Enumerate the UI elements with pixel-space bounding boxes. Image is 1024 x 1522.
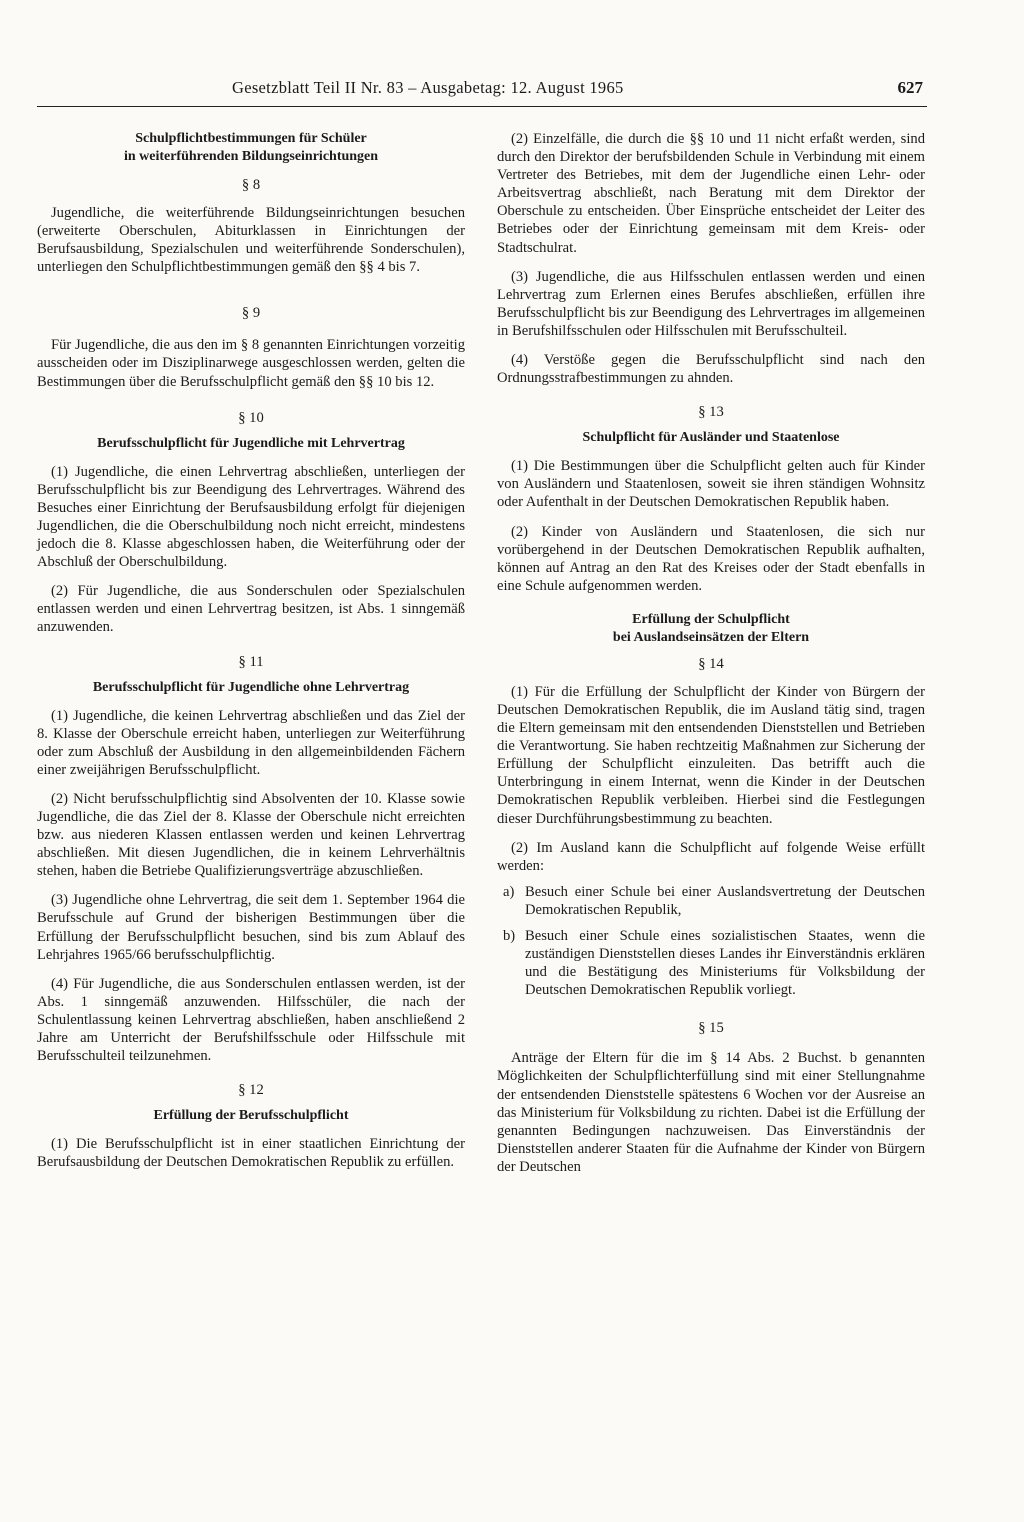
paragraph-s14-2: (2) Im Ausland kann die Schulpflicht auf folgende Weise erfüllt werden:: [497, 839, 925, 874]
list-text-b: Besuch einer Schule eines sozialistischen Staates, wenn die zuständigen Dienststellen dieses Landes ihr Einverständnis erklären und die Bestätigung des Ministeriums für Volksbildung der Deutschen Demokratischen Republik vorliegt.: [525, 928, 925, 999]
heading-s11: Berufsschulpflicht für Jugendliche ohne Lehrvertrag: [92, 679, 410, 695]
section-number-10: § 10: [238, 409, 264, 426]
heading-s10: Berufsschulpflicht für Jugendliche mit Lehrvertrag: [97, 435, 405, 451]
list-item-b: [497, 927, 925, 999]
section-number-14: § 14: [698, 655, 724, 672]
paragraph-s10-1: (1) Jugendliche, die einen Lehrvertrag abschließen, unterliegen der Berufsschulpflicht bis zur Beendigung des Lehrvertrages. Während des Besuches einer Einrichtung der Berufsausbildung erfolgt für diejenigen Jugendlichen, die die Oberschulbildung noch nicht erreicht, mindestens jedoch die 8. Klasse abgeschlossen haben, die Weiterführung oder der Abschluß der Oberschulbildung.: [37, 463, 465, 571]
right-column: [497, 130, 925, 1176]
page-header: [37, 76, 927, 107]
paragraph-s13-1: (1) Die Bestimmungen über die Schulpflicht gelten auch für Kinder von Ausländern und Staatenlosen, soweit sie ihren ständigen Wohnsitz oder Aufenthalt in der Deutschen Demokratischen Republik haben.: [497, 458, 925, 511]
paragraph-s12-1: (1) Die Berufsschulpflicht ist in einer staatlichen Einrichtung der Berufsausbildung der Deutschen Demokratischen Republik zu erfüllen.: [37, 1136, 465, 1171]
page-number: 627: [897, 78, 923, 97]
paragraph-s12-4: (4) Verstöße gegen die Berufsschulpflicht sind nach den Ordnungsstrafbestimmungen zu ahnden.: [497, 352, 925, 387]
paragraph-s10-2: (2) Für Jugendliche, die aus Sonderschulen oder Spezialschulen entlassen werden und einen Lehrvertrag besitzen, ist Abs. 1 sinngemäß anzuwenden.: [37, 583, 465, 636]
paragraph-s11-3: (3) Jugendliche ohne Lehrvertrag, die seit dem 1. September 1964 die Berufsschule auf Grund der bisherigen Bestimmungen über die Erfüllung der Berufsschulpflicht besuchen, sind bis zum Ablauf des Lehrjahres 1965/66 berufsschulpflichtig.: [37, 892, 465, 963]
heading-s8: Schulpflichtbestimmungen für Schüler in weiterführenden Bildungseinrichtungen: [123, 131, 379, 164]
list-item-a: [497, 883, 925, 919]
paragraph-s15-1: Anträge der Eltern für die im § 14 Abs. 2 Buchst. b genannten Möglichkeiten der Schulpflichterfüllung sind mit einer Stellungnahme der entsendenden Dienststelle spätestens 6 Wochen vor der Ausreise an das Ministerium für Volksbildung zu richten. Dabei ist die Erfüllung der genannten Bedingungen nachzuweisen. Das Einverständnis der Dienststellen anderer Staaten für die Aufnahme der Kinder von Bürgern der Deutschen: [497, 1050, 925, 1175]
heading-s14: Erfüllung der Schulpflicht bei Auslandseinsätzen der Eltern: [612, 611, 810, 645]
paragraph-s11-4: (4) Für Jugendliche, die aus Sonderschulen entlassen werden, ist der Abs. 1 sinngemäß anzuwenden. Hilfsschüler, die nach der Schulentlassung keinen Lehrvertrag abschließen, haben anschließend 2 Jahre am Unterricht der Berufshilfsschule oder Hilfsschule mit Berufsschulteil teilzunehmen.: [37, 975, 465, 1065]
list-text-a: Besuch einer Schule bei einer Auslandsvertretung der Deutschen Demokratischen Republik,: [525, 883, 925, 918]
paragraph-s11-1: (1) Jugendliche, die keinen Lehrvertrag abschließen und das Ziel der 8. Klasse der Oberschule erreicht haben, unterliegen zur Weiterführung oder zum Abschluß der Ausbildung in den allgemeinbildenden Fächern einer zweijährigen Berufsschulpflicht.: [37, 707, 465, 778]
list-label-b: b): [503, 928, 516, 944]
section-number-12: § 12: [238, 1082, 264, 1099]
section-number-11: § 11: [238, 653, 264, 670]
paragraph-s13-2: (2) Kinder von Ausländern und Staatenlosen, die sich nur vorübergehend in der Deutschen Demokratischen Republik aufhalten, können auf Antrag an den Rat des Kreises oder der Stadt ebenfalls in eine Schule aufgenommen werden.: [497, 523, 925, 594]
paragraph-s14-1: (1) Für die Erfüllung der Schulpflicht der Kinder von Bürgern der Deutschen Demokratischen Republik, die im Ausland tätig sind, tragen die Eltern gemeinsam mit den entsendenden Dienststellen und Betrieben die Verantwortung. Sie haben rechtzeitig Maßnahmen zur Sicherung der Erfüllung der Schulpflicht einzuleiten. Das betrifft auch die Unterbringung in einem Internat, wenn die Kinder in der Deutschen Demokratischen Republik verbleiben. Hierbei sind die Festlegungen dieser Durchführungsbestimmung zu beachten.: [497, 683, 925, 827]
heading-s12: Erfüllung der Berufsschulpflicht: [153, 1108, 349, 1124]
paragraph-s12-3: (3) Jugendliche, die aus Hilfsschulen entlassen werden und einen Lehrvertrag zum Erlernen eines Berufes abschließen, erfüllen ihre Berufsschulpflicht bis zur Beendigung des Lehrvertrages im allgemeinen in Berufshilfsschulen oder Hilfsschulen mit Berufsschulteil.: [497, 268, 925, 339]
section-number-9: § 9: [241, 305, 261, 322]
section-number-8: § 8: [241, 177, 261, 193]
section-number-13: § 13: [698, 404, 724, 421]
list-label-a: a): [503, 883, 515, 900]
heading-s13: Schulpflicht für Ausländer und Staatenlose: [582, 430, 840, 446]
paragraph-s9-1: Für Jugendliche, die aus den im § 8 genannten Einrichtungen vorzeitig ausscheiden oder im Disziplinarwege ausgeschlossen werden, gelten die Bestimmungen über die Berufsschulpflicht gemäß den §§ 10 bis 12.: [37, 337, 465, 390]
paragraph-s8-1: Jugendliche, die weiterführende Bildungseinrichtungen besuchen (erweiterte Oberschulen, Abiturklassen in Einrichtungen der Berufsausbildung, Spezialschulen und weiterführende Sonderschulen), unterliegen den Schulpflichtbestimmungen gemäß den §§ 4 bis 7.: [37, 205, 465, 276]
paragraph-s12-2: (2) Einzelfälle, die durch die §§ 10 und 11 nicht erfaßt werden, sind durch den Direktor der berufsbildenden Schule in Verbindung mit einem Vertreter des Betriebes, mit dem der Jugendliche einen Lehr- oder Arbeitsvertrag abschließt, nach Beratung mit dem Direktor der Oberschule zu entscheiden. Über Einsprüche entscheidet der Leiter des Betriebes oder der Einrichtung gemeinsam mit dem Kreis- oder Stadtschulrat.: [497, 131, 925, 256]
header-title: Gesetzblatt Teil II Nr. 83 – Ausgabetag: 12. August 1965: [232, 78, 624, 97]
paragraph-s11-2: (2) Nicht berufsschulpflichtig sind Absolventen der 10. Klasse sowie Jugendliche, die das Ziel der 8. Klasse der Oberschule nicht erreichten bzw. aus niederen Klassen entlassen werden und keinen Lehrvertrag abschließen. Mit diesen Jugendlichen, die in keinem Lehrverhältnis stehen, haben die Betriebe Qualifizierungsverträge abzuschließen.: [37, 790, 465, 880]
section-number-15: § 15: [698, 1020, 724, 1037]
left-column: [37, 130, 465, 1171]
